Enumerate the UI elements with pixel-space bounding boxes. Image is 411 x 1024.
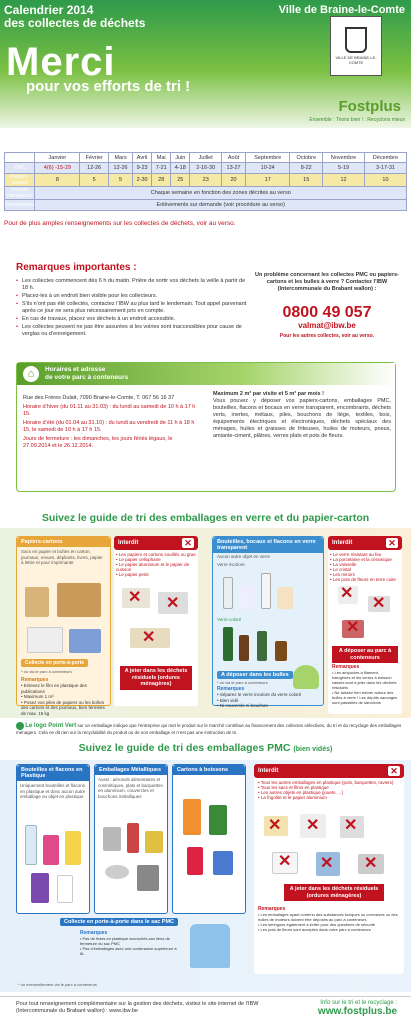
glass-park-remarks: Remarques • Les ampoules à filament, halogènes et les verres à boisson cassés sont à jeter dans les déchets résiduels • Ne laissez rien traîner autour des bulles à verre ! Les dépôts sauvages sont passibles de sanctions [332, 664, 398, 705]
calendar-title: Calendrier 2014 des collectes de déchets [4, 3, 146, 30]
paper-panel [16, 536, 111, 716]
max-title: Maximum 2 m³ par visite et 5 m³ par mois ! [213, 391, 324, 397]
glass-deposit-note: * ou via le parc à conteneurs [217, 680, 268, 685]
merci-title: Merci [6, 40, 116, 84]
colored-label: Verre coloré [217, 617, 242, 622]
pmc-remarks-2: Remarques • Les emballages ayant contenu des substances toxiques ou corrosives ou des huiles de moteurs doivent être déposés au parc à conteneurs • Les seringues également à éviter pour des questions de sécurité • Les pots de fleurs sont acceptés dans votre parc à conteneurs [258, 906, 398, 932]
header-banner [0, 0, 411, 128]
remark-item: • En cas de travaux, placez vos déchets à un endroit accessible. [16, 316, 248, 323]
point-vert-note: Le logo Point Vert sur un emballage indique que l’entreprise qui met le produit sur le marché contribue au financement des collectes sélectives, du tri et du recyclage des emballages ménagers. Cela ne dit rien sur la recyclabilité du produit ou de son emballage et n’est pas une instruction de tri. [16, 723, 402, 735]
cross-icon: ✕ [166, 595, 180, 612]
month-header: Décembre [364, 153, 406, 163]
green-bottle-image [257, 631, 267, 661]
cross-icon: ✕ [306, 817, 320, 834]
glass-interdit-header: Interdit ✕ [328, 536, 402, 550]
pmc-cartons-panel [172, 764, 246, 914]
glass-bubble-image [293, 665, 319, 689]
month-header: Mai [152, 153, 171, 163]
paper-banned-list: • Les papiers et cartons souillés ou gras • Le papier cellophane • Le papier aluminium et le papier de cuisson • Le papier peint [114, 550, 198, 579]
winter-hours: Horaire d’hiver (du 01.11 au 31.03) : du lundi au samedi de 10 h à 17 h 15. [23, 404, 196, 417]
phone-number[interactable]: 0800 49 057 [282, 304, 372, 321]
remarks-title: Remarques importantes : [16, 262, 137, 273]
pmc-bottles-header: Bouteilles et flacons en Plastique [17, 765, 89, 781]
paper-panel-header: Papiers-cartons [17, 537, 110, 547]
pmc-interdit-panel [254, 764, 404, 974]
pmc-bag-image [190, 924, 230, 968]
pmc-metal-text: Aussi : aérosols alimentaires et cosmétiques, plats et barquettes en aluminium, couvercles et bouchons métalliques [98, 777, 163, 799]
ordures-row: Ordures ménagères Chaque semaine en fonction des zones décrites au verso [5, 187, 407, 200]
shampoo-image [43, 835, 59, 865]
pmc-metal-header: Emballages Métalliques [95, 765, 167, 775]
ville-logo: VILLE DE BRAINE-LE-COMTE [330, 16, 382, 76]
month-header: Octobre [290, 153, 323, 163]
bottle-image [223, 577, 233, 609]
footer [0, 996, 411, 1024]
cross-icon: ✕ [346, 619, 360, 636]
fostplus-logo: Fostplus [338, 98, 401, 115]
pmc-note: * ou éventuellement via le parc à conteneurs [18, 982, 97, 987]
month-header: Janvier [35, 153, 80, 163]
cross-icon: ✕ [320, 855, 334, 872]
glass-interdit-panel [328, 536, 402, 714]
month-header: Septembre [246, 153, 290, 163]
container-park-hours [23, 395, 201, 452]
pmc-metal-panel [94, 764, 168, 914]
pmc-banned-list: • Tous les autres emballages en plastique (pots, barquettes, raviers) • Tous les sacs et films en plastique • Les autres objets en plastique (jouets, ...) • La frigolite et le papier aluminium [254, 778, 404, 802]
more-info-text: Pour de plus amples renseignements sur les collectes de déchets, voir au verso. [4, 220, 236, 227]
milk-bottle-image [57, 875, 73, 903]
fostplus-slogan: Ensemble : Trions bien ! : Recyclons mieux [309, 117, 405, 123]
detergent-image [65, 831, 81, 865]
efforts-subtitle: pour vos efforts de tri ! [26, 78, 191, 95]
remarks-list [16, 278, 248, 339]
month-header: Juillet [190, 153, 222, 163]
paper-interdit-header: Interdit ✕ [114, 536, 198, 550]
glass-panel [212, 536, 324, 706]
month-header: Juin [171, 153, 190, 163]
ville-title: Ville de Braine-le-Comte [278, 4, 405, 16]
pmc-residual-label: A jeter dans les déchets résiduels (ordures ménagères) [284, 884, 384, 901]
jar-image [277, 587, 293, 609]
closing-days: Jours de fermeture : les dimanches, les jours fériés légaux, le 27.09.2014 et le 26.12.2014. [23, 436, 173, 449]
paper-bag-image [25, 587, 49, 617]
pmc-cartons-header: Cartons à boissons [173, 765, 245, 775]
footer-links: Info sur le tri et le recyclage : www.fostplus.be [317, 1000, 397, 1017]
month-header: Août [222, 153, 246, 163]
water-bottle-image [25, 825, 37, 865]
aerosol-image [127, 823, 139, 853]
location-pin-icon: ⌂ [23, 366, 39, 382]
cross-icon: ✕ [268, 817, 282, 834]
other-collections-note: Pour les autres collectes, voir au verso. [279, 333, 375, 339]
brown-jar-image [275, 641, 287, 661]
month-header: Novembre [323, 153, 365, 163]
paper-interdit-panel [114, 536, 198, 706]
cross-icon: ✕ [388, 766, 400, 776]
remark-item: • Placez-les à un endroit bien visible pour les collecteurs. [16, 293, 248, 300]
month-header: Mars [109, 153, 133, 163]
juice-carton-image [183, 799, 201, 835]
cross-icon: ✕ [128, 589, 142, 606]
park-address: Rue des Frères Dulait, 7090 Braine-le-Comte, T. 067 56 16 37 [23, 395, 175, 401]
bottle-image [261, 573, 271, 609]
remark-item: • Les collectes peuvent ne pas être assurées si les voiries sont inaccessibles pour cause de verglas ou d’enneigement. [16, 324, 248, 338]
container-park-box [16, 362, 396, 492]
month-header: Avril [133, 153, 152, 163]
papiers-row: Papiers-cartons 8 5 5 2-30 28 25 23 20 17 15 12 10 [5, 174, 407, 187]
contact-question: Un problème concernant les collectes PMC ou papiers-cartons et les bulles à verre ? Contactez l’IBW (Intercommunale du Brabant wallon) : [255, 272, 399, 292]
pmc-interdit-header: Interdit ✕ [254, 764, 404, 778]
fostplus-link[interactable]: www.fostplus.be [317, 1006, 397, 1017]
glass-park-label: A déposer au parc à conteneurs [332, 646, 398, 663]
pmc-bottles-text: Uniquement bouteilles et flacons en plastique et donc aucun autre emballage ou objet en plastique [20, 783, 86, 799]
crest-icon [345, 27, 367, 53]
paper-collect-note: * ou via le parc à conteneurs [21, 669, 72, 674]
carton-image [213, 851, 233, 875]
paper-residual-label: A jeter dans les déchets résiduels (ordures ménagères) [120, 666, 192, 690]
paper-collect-tag: Collecte en porte-à-porte [21, 659, 88, 667]
paper-description: Sacs en papier et boîtes en carton, journaux, revues, dépliants, livres, papier à lettre et pour imprimante [21, 549, 103, 565]
aluminium-tray-image [105, 865, 129, 879]
cross-icon: ✕ [344, 817, 358, 834]
collection-schedule-table [4, 152, 407, 211]
can-image [103, 827, 121, 851]
cross-icon: ✕ [278, 853, 292, 870]
pmc-collect-tag: Collecte en porte-à-porte dans le sac PMC [60, 918, 178, 926]
glass-remarks: Remarques • Séparez le verre incolore du verre coloré • Bien vidé • Ni couvercle ni bouchon [217, 686, 317, 709]
pmc-bottles-panel [16, 764, 90, 914]
glass-guide-title: Suivez le guide de tri des emballages en verre et du papier-carton [41, 512, 370, 524]
footer-info: Pour tout renseignement complémentaire sur la gestion des déchets, visitez le site internet de l’IBW (Intercommunale du Brabant wallon) : www.ibw.be [16, 1001, 259, 1014]
max-text: Vous pouvez y déposer vos papiers-cartons, emballages PMC, bouteilles, flacons et bocaux en verre transparent, encombrants, déchets verts, inertes, métaux, piles, bouchons de liège, textiles, bois, équipements électriques et électroniques, déchets spéciaux des ménages, huiles et graisses de friteuses, huiles de moteurs, pneus, amiante-ciment, plâtres, verres plats et pots de fleurs. [213, 398, 391, 439]
green-bottle-image [223, 627, 233, 661]
paper-remarks: Remarques • Enlevez le film en plastique des publications • Maximum 1 m³ • Posez vos piles de papiers ou les boîtes des cartons et des journaux, bien fermées de max. 15 kg [21, 677, 109, 716]
summer-hours: Horaire d’été (du 01.04 au 31.10) : du lundi au vendredi de 11 h à 18 h 15, le samedi de 10 h à 17 h 15. [23, 420, 195, 433]
month-header: Février [80, 153, 109, 163]
colorless-label: Verre incolore [217, 561, 245, 567]
pmc-remarks: Remarques • Pas de fioles en plastique accrochés aux liens de fermeture du sac PMC • Pas d’emballages avec une contenance supérieure à 8L [80, 930, 180, 956]
remark-item: • Les collectes commencent dès 6 h du matin. Prière de sortir vos déchets la veille à partir de 18 h. [16, 278, 248, 292]
jar-image [239, 585, 255, 609]
glass-paper-guide [0, 528, 411, 718]
cardboard-box-image [57, 583, 101, 617]
email-link[interactable]: valmat@ibw.be [298, 321, 356, 330]
pmc-row: PMC 4(6) -15-29 12-26 12-26 9-23 7-21 4-18 2-16-30 13-27 10-24 8-22 5-19 3-17-31 [5, 163, 407, 174]
container-park-title: Horaires et adresse de votre parc à conteneurs [45, 366, 129, 381]
remark-item: • S’ils n’ont pas été collectés, contactez l’IBW au plus tard le lendemain. Tout appel parvenant après ce jour ne sera plus nécessairement pris en compte. [16, 301, 248, 315]
cross-icon: ✕ [386, 538, 398, 548]
cross-icon: ✕ [182, 538, 194, 548]
food-can-image [137, 865, 159, 891]
glass-panel-header: Bouteilles, bocaux et flacons en verre transparent [213, 537, 323, 553]
pmc-guide [0, 760, 411, 992]
tin-image [145, 831, 163, 853]
milk-carton-image [209, 805, 227, 835]
glass-banned-list: • Le verre résistant au feu • La porcelaine et la céramique • La vaisselle • Le cristal • Les miroirs • Les pots de fleurs en terre cuite [328, 550, 402, 584]
magazine-image [69, 629, 101, 653]
newspaper-image [27, 627, 63, 653]
glass-sub: Aucun autre objet en verre [217, 554, 271, 559]
encombrants-row: Encombrants Enlèvements sur demande (voir procédure au verso) [5, 200, 407, 211]
carton-image [187, 847, 203, 875]
pmc-guide-title: Suivez le guide de tri des emballages PMC (bien vidés) [78, 742, 333, 754]
cross-icon: ✕ [340, 585, 354, 602]
months-row [5, 153, 407, 163]
glass-deposit-tag: A déposer dans les bulles [217, 671, 293, 679]
cross-icon: ✕ [372, 595, 386, 612]
cross-icon: ✕ [364, 855, 378, 872]
cleaner-image [31, 873, 49, 903]
point-vert-icon [16, 722, 24, 730]
brown-bottle-image [239, 635, 249, 661]
container-park-limits [213, 391, 391, 440]
cross-icon: ✕ [142, 629, 156, 646]
